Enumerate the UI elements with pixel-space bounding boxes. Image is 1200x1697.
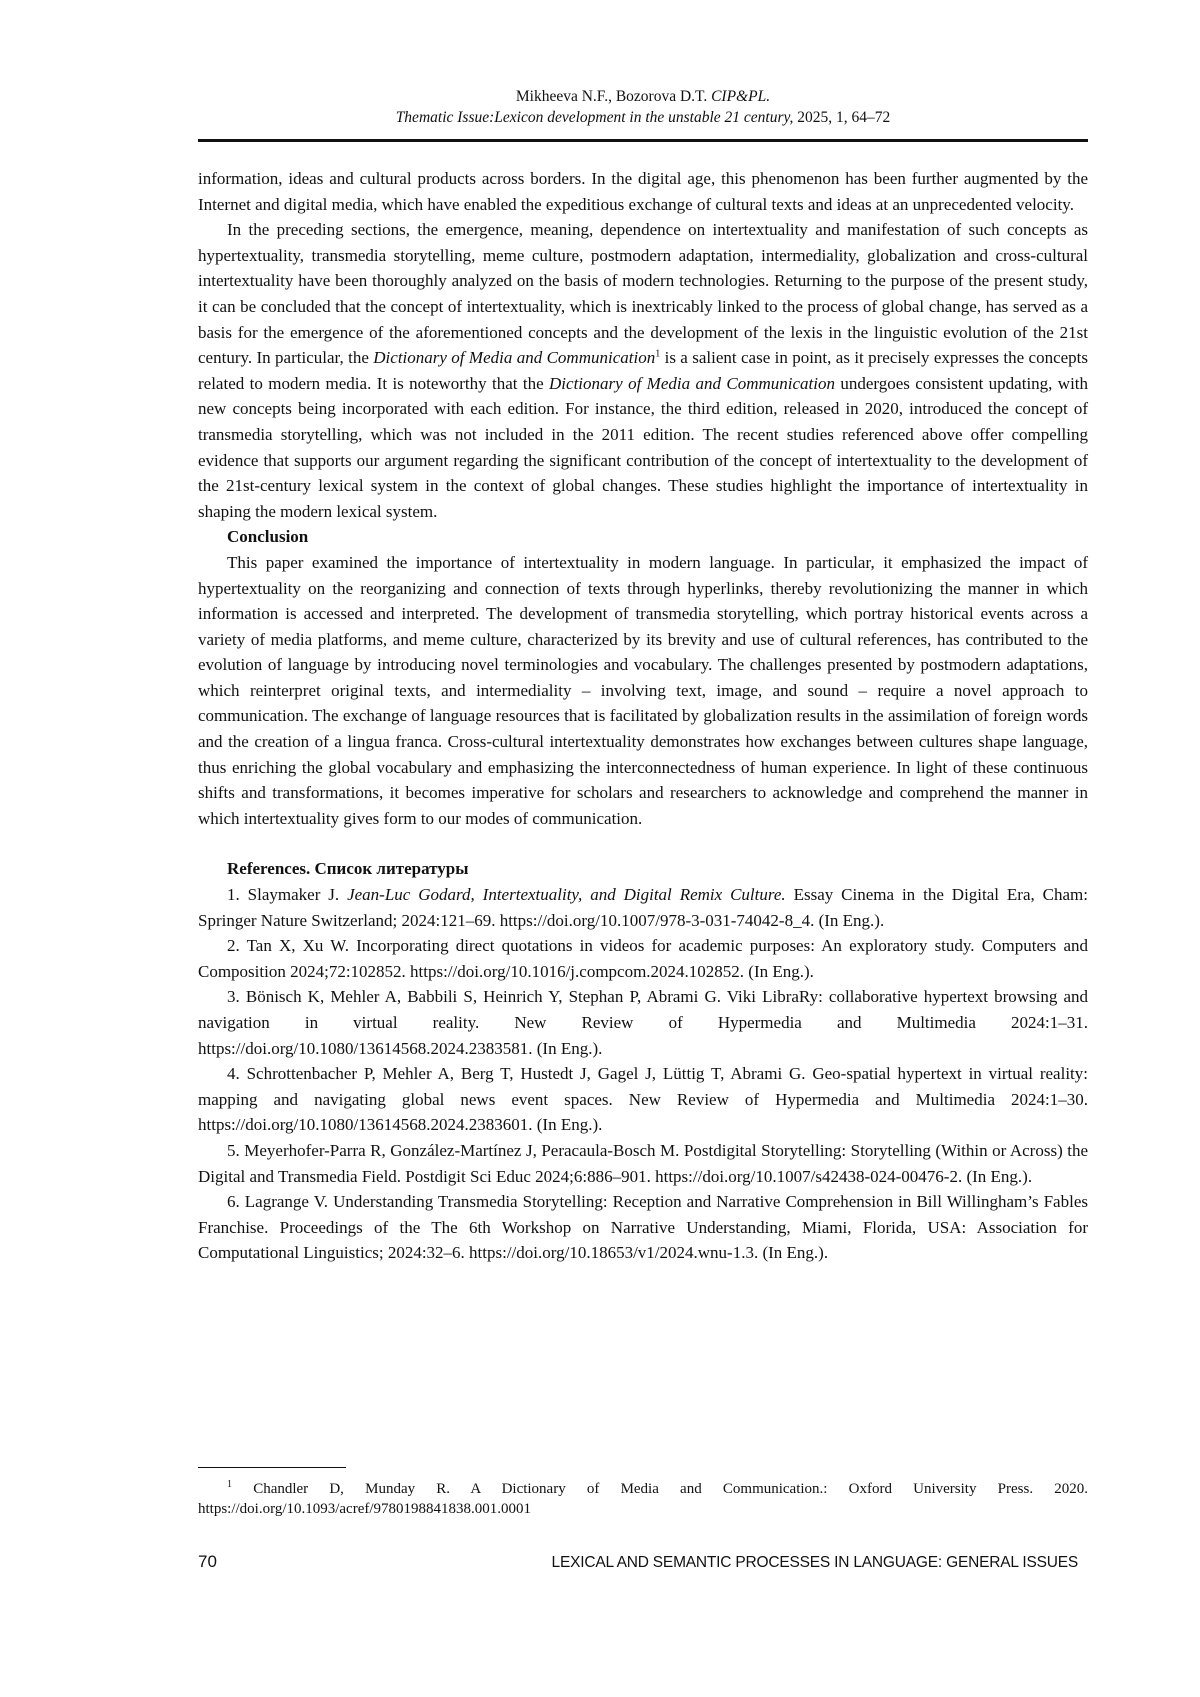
header-line-1 [198,86,1088,107]
paragraph-text: In the preceding sections, the emergence, meaning, dependence on intertextuality and manifestation of such concepts as hypertextuality, transmedia storytelling, meme culture, postmodern adaptation, intermediality, globalization and cross-cultural intertextuality have been thoroughly analyzed on the basis of modern technologies. Returning to the purpose of the present study, it can be concluded that the concept of intertextuality, which is inextricably linked to the process of global change, has served as a basis for the emergence of the aforementioned concepts and the development of the lexis in the linguistic evolution of the 21st century. In particular, the [198,220,1088,368]
reference-item: 4. Schrottenbacher P, Mehler A, Berg T, Hustedt J, Gagel J, Lüttig T, Abrami G. Geo-spatial hypertext in virtual reality: mapping and navigating global news event spaces. New Review of Hypermedia and Multimedia 2024:1–30. https://doi.org/10.1080/13614568.2024.2383601. (In Eng.). [198,1064,1088,1135]
references-section [198,856,1088,1266]
header-line-2 [198,107,1088,128]
header-journal: CIP&PL. [711,88,771,105]
footnote-marker[interactable]: 1 [655,348,661,360]
section-spacer [198,831,1088,856]
header-issue-info: 2025, 1, 64–72 [797,109,891,126]
article-body [198,166,1088,1266]
running-header [198,86,1088,128]
reference-item: 3. Bönisch K, Mehler A, Babbili S, Heinrich Y, Stephan P, Abrami G. Viki LibraRy: collaborative hypertext browsing and navigation in virtual reality. New Review of Hypermedia and Multimedia 2024:1–31. https://doi.org/10.1080/13614568.2024.2383581. (In Eng.). [198,987,1088,1058]
reference-text: Essay Cinema in the Digital Era, Cham: Springer Nature Switzerland; 2024:121–69. https://doi.org/10.1007/978-3-031-74042-8_4. (In Eng.). [198,885,1089,930]
header-divider [198,139,1088,142]
dictionary-title: Dictionary of Media and Communication [549,373,835,393]
conclusion-heading: Conclusion [227,527,309,547]
footer-section-title: LEXICAL AND SEMANTIC PROCESSES IN LANGUAGE: GENERAL ISSUES [551,1554,1078,1571]
footnote-text: Chandler D, Munday R. A Dictionary of Media and Communication.: Oxford University Press. 2020. https://doi.org/10.1093/acref/9780198841838.001.0001 [198,1481,1088,1517]
footnote-number: 1 [227,1479,232,1490]
reference-item: 6. Lagrange V. Understanding Transmedia Storytelling: Reception and Narrative Comprehension in Bill Willingham’s Fables Franchise. Proceedings of the The 6th Workshop on Narrative Understanding, Miami, Florida, USA: Association for Computational Linguistics; 2024:32–6. https://doi.org/10.18653/v1/2024.wnu-1.3. (In Eng.). [198,1192,1088,1263]
paragraph-text: undergoes consistent updating, with new concepts being incorporated with each edition. For instance, the third edition, released in 2020, introduced the concept of transmedia storytelling, which was not included in the 2011 edition. The recent studies referenced above offer compelling evidence that supports our argument regarding the significant contribution of the concept of intertextuality to the development of the 21st-century lexical system in the context of global changes. These studies highlight the importance of intertextuality in shaping the modern lexical system. [198,373,1089,521]
paragraph-continued: information, ideas and cultural products across borders. In the digital age, this phenomenon has been further augmented by the Internet and digital media, which have enabled the expeditious exchange of cultural texts and ideas at an unprecedented velocity. [198,169,1088,214]
paragraph-text: is a salient case in point, as it precisely expresses the concepts related to modern media. It is noteworthy that the [198,348,1089,393]
header-issue-title: Thematic Issue:Lexicon development in the unstable 21 century, [395,109,794,126]
page-number: 70 [198,1552,217,1571]
reference-item: 2. Tan X, Xu W. Incorporating direct quotations in videos for academic purposes: An exploratory study. Computers and Composition 2024;72:102852. https://doi.org/10.1016/j.compcom.2024.102852. (In Eng.). [198,936,1088,981]
footnote-divider [198,1467,346,1468]
references-heading: References. Список литературы [227,859,469,879]
reference-item: 5. Meyerhofer-Parra R, González-Martínez J, Peracaula-Bosch M. Postdigital Storytelling: Storytelling (Within or Across) the Digital and Transmedia Field. Postdigit Sci Educ 2024;6:886–901. https://doi.org/10.1007/s42438-024-00476-2. (In Eng.). [198,1140,1088,1186]
reference-title: Jean-Luc Godard, Intertextuality, and Digital Remix Culture. [347,885,786,905]
reference-text: 1. Slaymaker J. [227,885,340,905]
header-authors: Mikheeva N.F., Bozorova D.T. [515,88,708,105]
paragraph-discussion [198,217,1088,524]
conclusion-paragraph: This paper examined the importance of intertextuality in modern language. In particular, it emphasized the impact of hypertextuality on the reorganizing and connection of texts through hyperlinks, thereby revolutionizing the manner in which information is accessed and interpreted. The development of transmedia storytelling, which portray historical events across a variety of media platforms, and meme culture, characterized by its brevity and use of cultural references, has contributed to the evolution of language by introducing novel terminologies and vocabulary. The challenges presented by postmodern adaptations, which reinterpret original texts, and intermediality – involving text, image, and sound – require a novel approach to communication. The exchange of language resources that is facilitated by globalization results in the assimilation of foreign words and the creation of a lingua franca. Cross-cultural intertextuality demonstrates how exchanges between cultures shape language, thus enriching the global vocabulary and emphasizing the interconnectedness of human experience. In light of these continuous shifts and transformations, it becomes imperative for scholars and researchers to acknowledge and comprehend the manner in which intertextuality gives form to our modes of communication. [198,552,1088,828]
dictionary-title: Dictionary of Media and Communication [373,348,656,368]
reference-item [198,882,1088,933]
footnote [198,1479,1088,1519]
